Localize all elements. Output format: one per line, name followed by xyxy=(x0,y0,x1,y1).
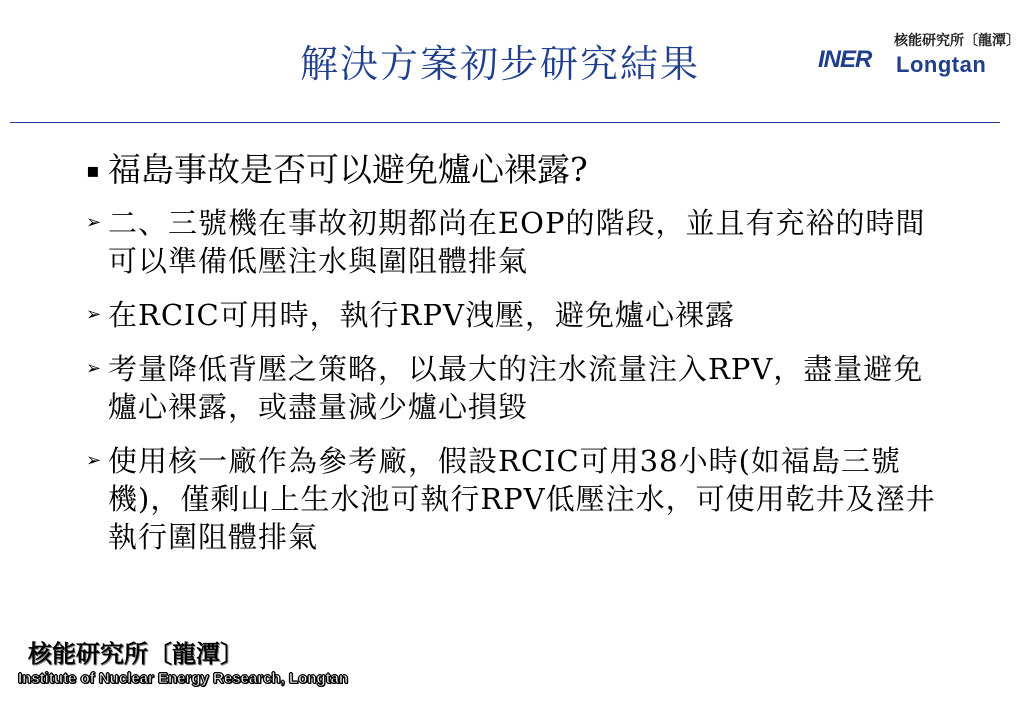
iner-logo-bottom xyxy=(18,634,418,698)
main-bullet xyxy=(86,148,946,192)
sub-bullet-2 xyxy=(86,296,946,334)
sub-bullet-3 xyxy=(86,350,946,426)
arrow-bullet-icon: ➢ xyxy=(86,304,102,325)
sub-bullet-1 xyxy=(86,204,946,280)
sub-bullet-text: 考量降低背壓之策略，以最大的注水流量注入RPV，盡量避免爐心裸露，或盡量減少爐心損毀 xyxy=(108,352,924,424)
institute-chinese-name: 核能研究所〔龍潭〕 xyxy=(28,640,244,668)
institute-english-name: Institute of Nuclear Energy Research, Longtan xyxy=(18,670,349,687)
sub-bullet-text: 在RCIC可用時，執行RPV洩壓，避免爐心裸露 xyxy=(108,298,735,332)
arrow-bullet-icon: ➢ xyxy=(86,358,102,379)
square-bullet-icon: ▪ xyxy=(86,158,100,182)
iner-logo-chinese-name: 核能研究所〔龍潭〕 xyxy=(894,33,1020,49)
iner-logo-mark: INER xyxy=(818,46,872,73)
main-bullet-text: 福島事故是否可以避免爐心裸露? xyxy=(108,150,588,189)
title-divider xyxy=(10,122,1000,123)
sub-bullet-text: 使用核一廠作為參考廠，假設RCIC可用38小時(如福島三號機)，僅剩山上生水池可執行RPV低壓注水，可使用乾井及溼井執行圍阻體排氣 xyxy=(108,444,936,554)
sub-bullet-4 xyxy=(86,442,946,556)
iner-logo-top xyxy=(818,30,1020,90)
arrow-bullet-icon: ➢ xyxy=(86,450,102,471)
slide-title: 解決方案初步研究結果 xyxy=(300,42,701,86)
sub-bullet-text: 二、三號機在事故初期都尚在EOP的階段，並且有充裕的時間可以準備低壓注水與圍阻體排氣 xyxy=(108,206,926,278)
arrow-bullet-icon: ➢ xyxy=(86,212,102,233)
slide-body xyxy=(86,148,946,572)
iner-logo-longtan: Longtan xyxy=(896,52,987,77)
